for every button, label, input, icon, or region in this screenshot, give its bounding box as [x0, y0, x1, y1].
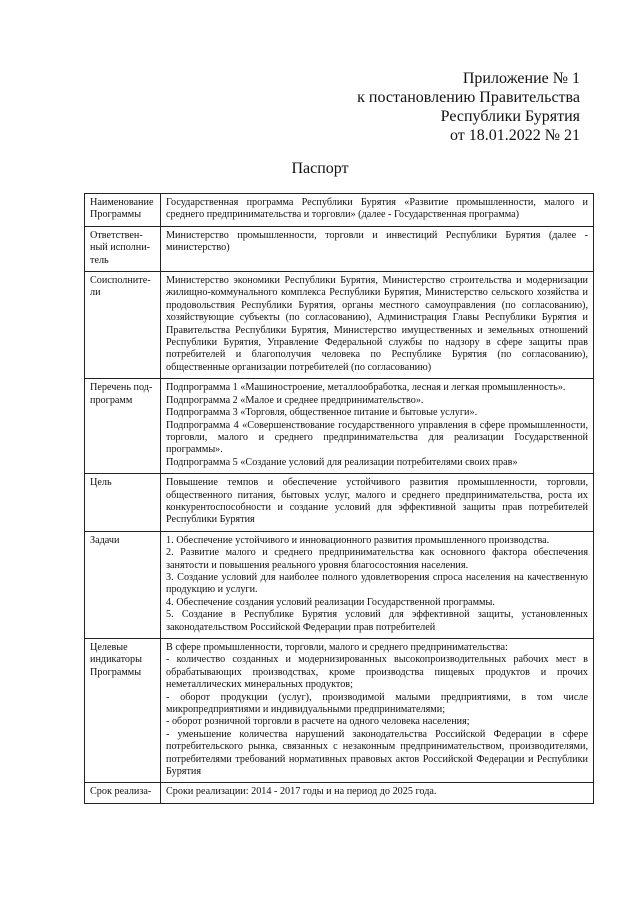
row-label: Срок реализа-	[85, 783, 161, 803]
page-title: Паспорт	[291, 160, 349, 177]
appendix-republic: Республики Бурятия	[440, 108, 580, 125]
row-value-line: Подпрограмма 5 «Создание условий для реализации потребителями своих прав»	[166, 456, 518, 468]
row-value-line: Подпрограмма 1 «Машиностроение, металлообработка, лесная и легкая промышленность».	[166, 382, 566, 394]
row-label: Перечень под-программ	[85, 379, 161, 474]
passport-row-co-executors	[85, 272, 594, 379]
row-value-line: Министерство промышленности, торговли и инвестиций Республики Бурятия (далее - министерство)	[166, 229, 588, 254]
passport-row-tasks	[85, 531, 594, 638]
row-value	[161, 531, 594, 638]
appendix-to-resolution: к постановлению Правительства	[357, 89, 580, 106]
appendix-header	[280, 69, 580, 145]
row-value-line: 2. Развитие малого и среднего предпринимательства как основного фактора обеспечения занятости и повышения реального уровня благосостояния населения.	[166, 547, 588, 571]
row-value	[161, 272, 594, 379]
row-value-line: 4. Обеспечение создания условий реализации Государственной программы.	[166, 596, 495, 608]
row-value-line: Сроки реализации: 2014 - 2017 годы и на период до 2025 года.	[166, 786, 437, 798]
passport-row-subprograms	[85, 379, 594, 474]
row-label: Целевые индикаторы Программы	[85, 639, 161, 783]
row-value-line: Подпрограмма 2 «Малое и среднее предпринимательство».	[166, 394, 424, 406]
row-label: Ответствен-ный исполни-тель	[85, 226, 161, 271]
row-value	[161, 639, 594, 783]
row-label: Цель	[85, 474, 161, 532]
passport-row-responsible	[85, 226, 594, 271]
passport-row-indicators	[85, 639, 594, 783]
row-value-line: - количество созданных и модернизированных высокопроизводительных рабочих мест в обрабатывающих производствах, кроме производства пищевых продуктов и прочих неметаллических минеральных продуктов;	[166, 654, 588, 691]
row-value-line: В сфере промышленности, торговли, малого и среднего предпринимательства:	[166, 642, 508, 653]
row-value-line: 5. Создание в Республике Бурятия условий для эффективной защиты, установленных законодательством Российской Федерации прав потребителей	[166, 609, 588, 633]
row-value-line: 3. Создание условий для наиболее полного удовлетворения спроса населения на качественную продукцию и услуги.	[166, 571, 588, 596]
appendix-number: Приложение № 1	[462, 70, 580, 87]
row-value-line: 1. Обеспечение устойчивого и инновационного развития промышленного производства.	[166, 534, 550, 546]
row-value-line: - уменьшение количества нарушений законодательства Российской Федерации в сфере потребительского рынка, связанных с незаконным предпринимательством, производителями, потребителями требований нормативных правовых актов Российской Федерации и Республики Бурятия	[166, 728, 588, 778]
passport-row-name	[85, 194, 594, 227]
row-value	[161, 783, 594, 803]
row-value-line: Министерство экономики Республики Бурятия, Министерство строительства и модернизации жилищно-коммунального комплекса Республики Бурятия, Министерство сельского хозяйства и продовольствия Республики Бурятия, органы местного самоуправления (по согласованию), хозяйствующие субъекты (по согласованию), Администрация Главы Республики Бурятия и Правительства Республики Бурятия, Министерство имущественных и земельных отношений Республики Бурятия, Управление Федеральной службы по надзору в сфере защиты прав потребителей и благополучия человека по Республике Бурятия (по согласованию), общественные организации потребителей (по согласованию)	[166, 275, 588, 373]
row-label: Наименование Программы	[85, 194, 161, 227]
row-value-line: Подпрограмма 4 «Совершенствование государственного управления в сфере промышленности, торговли, малого и среднего предпринимательства для реализации Государственной программы».	[166, 419, 588, 456]
row-value	[161, 226, 594, 271]
appendix-date: от 18.01.2022 № 21	[449, 127, 580, 144]
row-value-line: Государственная программа Республики Бурятия «Развитие промышленности, малого и среднего предпринимательства и торговли» (далее - Государственная программа)	[166, 197, 588, 221]
passport-table	[84, 193, 594, 804]
row-value	[161, 474, 594, 532]
passport-row-period	[85, 783, 594, 803]
row-value-line: - оборот продукции (услуг), производимой малыми предприятиями, в том числе микропредприятиями и индивидуальными предпринимателями;	[166, 691, 588, 716]
row-value	[161, 194, 594, 227]
row-value-line: Подпрограмма 3 «Торговля, общественное питание и бытовые услуги».	[166, 407, 478, 419]
row-value-line: - оборот розничной торговли в расчете на одного человека населения;	[166, 716, 470, 728]
row-label: Соисполните-ли	[85, 272, 161, 379]
row-value	[161, 379, 594, 474]
row-label: Задачи	[85, 531, 161, 638]
passport-row-goal	[85, 474, 594, 532]
row-value-line: Повышение темпов и обеспечение устойчивого развития промышленности, торговли, общественного питания, бытовых услуг, малого и среднего предпринимательства, роста их конкурентоспособности и создание условий для эффективной защиты прав потребителей Республики Бурятия	[166, 477, 588, 526]
